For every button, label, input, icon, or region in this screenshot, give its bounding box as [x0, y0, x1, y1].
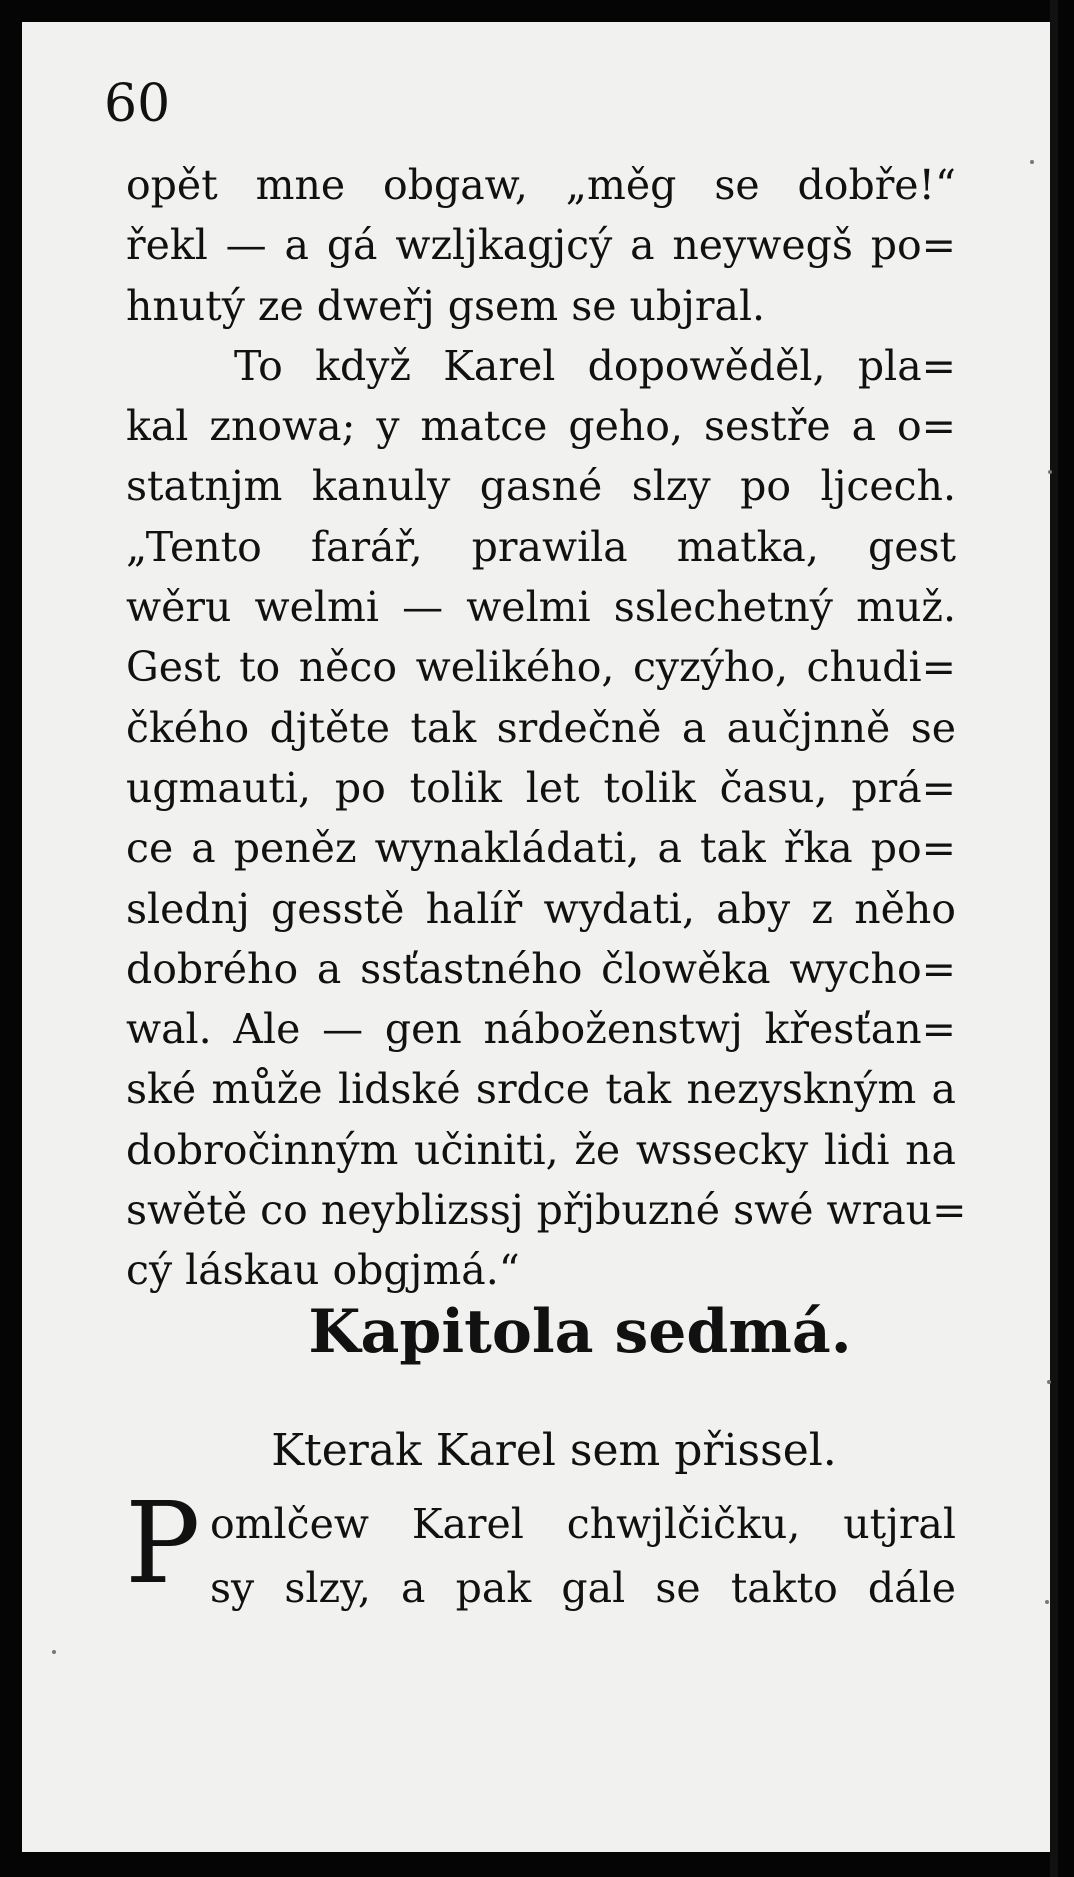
scan-speck — [1030, 160, 1034, 164]
body-text — [126, 155, 967, 1301]
text-line: hnutý ze dweřj gsem se ubjral. — [126, 281, 766, 330]
scan-speck — [1048, 470, 1052, 474]
text-line: slednj gesstě halíř wydati, aby z něho — [126, 884, 956, 933]
text-line: sy slzy, a pak gal se takto dále — [210, 1564, 956, 1612]
text-line: řekl — a gá wzljkagjcý a neywegš po= — [126, 221, 956, 270]
text-line: omlčew Karel chwjlčičku, utjral — [210, 1500, 956, 1548]
text-line: opět mne obgaw, „měg se dobře!“ — [126, 161, 956, 209]
scan-speck — [52, 1650, 56, 1654]
text-line: To když Karel dopowěděl, pla= — [234, 341, 956, 390]
page-number: 60 — [104, 74, 171, 134]
text-line: cý láskau obgjmá.“ — [126, 1246, 520, 1295]
text-line: kal znowa; y matce geho, sestře a o= — [126, 402, 956, 451]
chapter-opening-paragraph — [210, 1492, 956, 1620]
scan-speck — [1047, 1380, 1051, 1384]
scan-speck — [1045, 1600, 1049, 1604]
drop-cap: P — [125, 1479, 201, 1609]
text-line: statnjm kanuly gasné slzy po ljcech. — [126, 462, 956, 511]
binding-edge — [1050, 0, 1058, 1877]
text-line: dobrého a ssťastného člowěka wycho= — [126, 944, 956, 993]
text-line: wal. Ale — gen náboženstwj křesťan= — [126, 1005, 956, 1054]
chapter-subtitle: Kterak Karel sem přissel. — [271, 1425, 837, 1476]
text-line: čkého djtěte tak srdečně a aučjnně se — [126, 703, 956, 752]
text-line: ské může lidské srdce tak nezyskným a — [126, 1065, 956, 1114]
text-line: dobročinným učiniti, že wssecky lidi na — [126, 1125, 956, 1174]
text-line: wěru welmi — welmi sslechetný muž. — [126, 583, 956, 632]
text-line: Gest to něco welikého, cyzýho, chudi= — [126, 643, 956, 692]
chapter-title: Kapitola sedmá. — [308, 1297, 852, 1367]
text-line: swětě co neyblizssj přjbuzné swé wrau= — [126, 1186, 967, 1235]
text-line: „Tento farář, prawila matka, gest — [126, 522, 956, 571]
text-line: ugmauti, po tolik let tolik času, prá= — [126, 763, 956, 812]
text-line: ce a peněz wynakládati, a tak řka po= — [126, 824, 956, 873]
